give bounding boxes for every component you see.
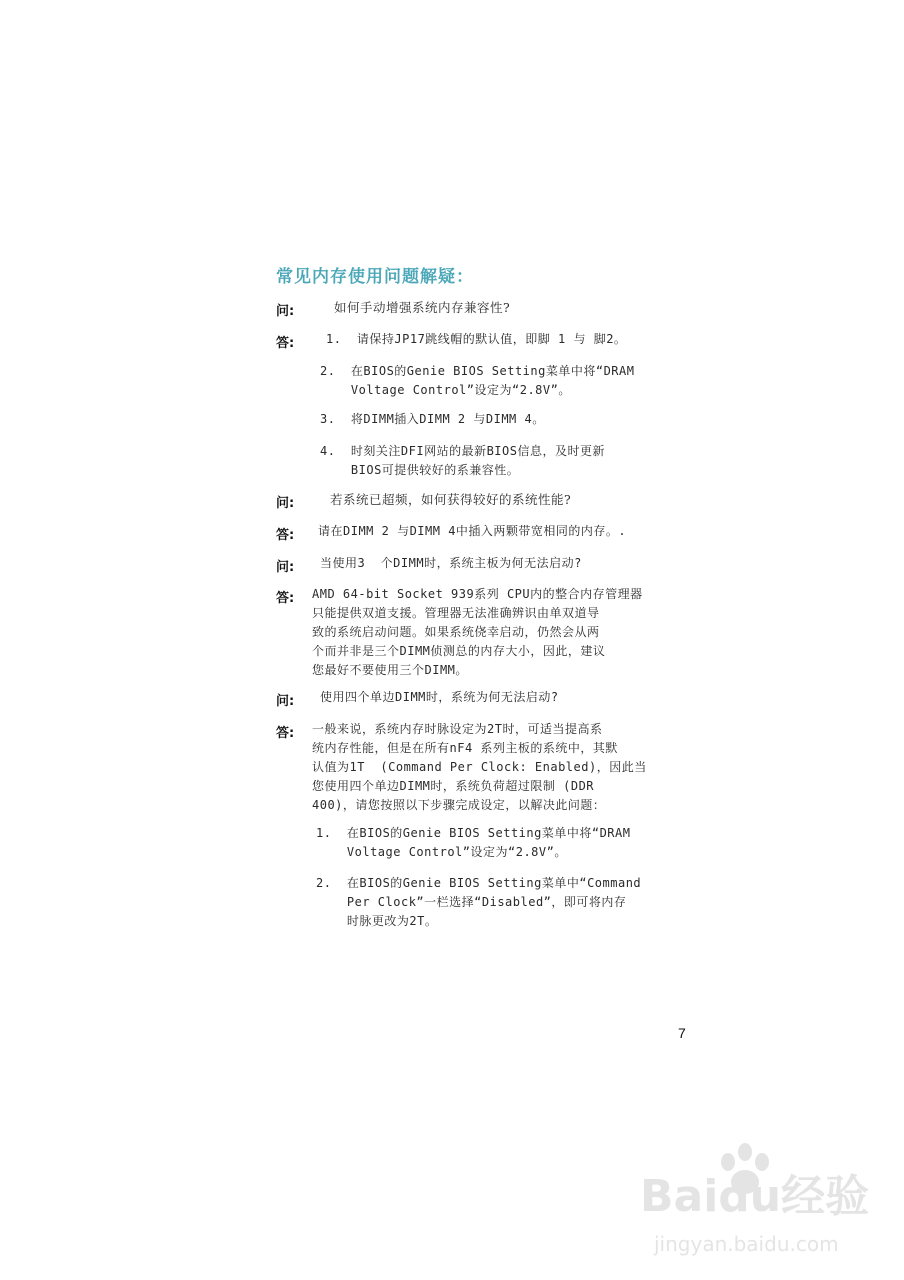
answer-1-item-4: 4. 时刻关注DFI网站的最新BIOS信息，及时更新 BIOS可提供较好的系兼容性。 (320, 444, 605, 477)
answer-1-item-3: 3. 将DIMM插入DIMM 2 与DIMM 4。 (320, 412, 545, 426)
answer-label: 答: (276, 528, 295, 543)
answer-4: 一般来说，系统内存时脉设定为2T时，可适当提高系 统内存性能，但是在所有nF4 系列主板的系统中，其默 认值为1T (Command Per Clock: Enabled)，因此当 您使用四个单边DIMM时，系统负荷超过限制 (DDR 400)，请您按照以下步骤完成设定，以解决此问题： (312, 722, 647, 812)
answer-4-item-2: 2. 在BIOS的Genie BIOS Setting菜单中“Command Per Clock”一栏选择“Disabled”，即可将内存 时脉更改为2T。 (316, 876, 642, 928)
question-4: 使用四个单边DIMM时，系统为何无法启动? (320, 690, 559, 704)
section-title: 常见内存使用问题解疑： (276, 267, 474, 287)
answer-1-item-1: 1. 请保持JP17跳线帽的默认值，即脚 1 与 脚2。 (326, 332, 627, 346)
question-label: 问: (276, 694, 295, 709)
question-label: 问: (276, 560, 295, 575)
answer-1-item-2: 2. 在BIOS的Genie BIOS Setting菜单中将“DRAM Voltage Control”设定为“2.8V”。 (320, 364, 635, 397)
answer-3: AMD 64-bit Socket 939系列 CPU内的整合内存管理器 只能提供双道支援。管理器无法准确辨识由单双道导 致的系统启动问题。如果系统侥幸启动，仍然会从两 个而并非是三个DIMM侦测总的内存大小，因此，建议 您最好不要使用三个DIMM。 (312, 587, 643, 677)
page-number: 7 (678, 1025, 686, 1041)
question-1: 如何手动增强系统内存兼容性? (334, 300, 511, 315)
answer-label: 答: (276, 726, 295, 741)
question-3: 当使用3 个DIMM时，系统主板为何无法启动? (320, 556, 582, 570)
answer-label: 答: (276, 591, 295, 606)
question-2: 若系统已超频，如何获得较好的系统性能? (330, 492, 572, 507)
watermark-logo (640, 1140, 870, 1270)
answer-4-item-1: 1. 在BIOS的Genie BIOS Setting菜单中将“DRAM Voltage Control”设定为“2.8V”。 (316, 826, 631, 859)
answer-label: 答: (276, 336, 295, 351)
question-label: 问: (276, 304, 295, 319)
watermark-brand: Baidu经验 (640, 1171, 870, 1222)
watermark-url: jingyan.baidu.com (654, 1232, 839, 1256)
answer-2: 请在DIMM 2 与DIMM 4中插入两颗带宽相同的内存。. (318, 524, 627, 538)
question-label: 问: (276, 496, 295, 511)
